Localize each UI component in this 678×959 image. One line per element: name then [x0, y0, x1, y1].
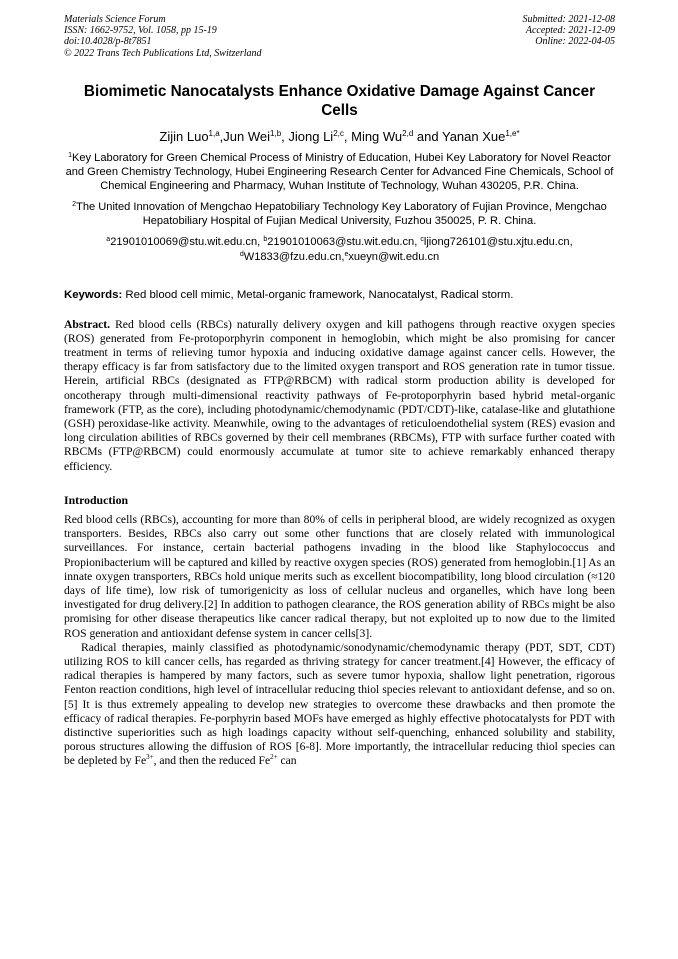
- email[interactable]: $^a$21901010069@stu.wit.edu.cn: [106, 236, 258, 249]
- author-list: Zijin Luo$^{1,a}$,Jun Wei$^{1,b}$, Jiong Li$^{2,c}$, Ming Wu$^{2,d}$ and Yanan Xue$^{1,e*}$: [159, 129, 520, 144]
- abstract: [64, 318, 615, 474]
- journal-issn: ISSN: 1662-9752, Vol. 1058, pp 15-19: [64, 25, 217, 37]
- author: Jiong Li$^{2,c}$: [288, 129, 344, 144]
- paper-page: [64, 14, 615, 769]
- abstract-label: Abstract.: [64, 317, 111, 331]
- paper-title: Biomimetic Nanocatalysts Enhance Oxidative Damage Against Cancer Cells: [83, 83, 596, 119]
- email[interactable]: $^c$ljiong726101@stu.xjtu.edu.cn: [420, 236, 570, 249]
- email[interactable]: $^d$W1833@fzu.edu.cn: [239, 250, 342, 263]
- date-submitted: Submitted: 2021-12-08: [522, 14, 615, 25]
- email[interactable]: $^b$21901010063@stu.wit.edu.cn: [263, 236, 415, 249]
- section-heading-introduction: Introduction: [64, 492, 129, 507]
- author-emails: $^a$21901010069@stu.wit.edu.cn, $^b$21901010063@stu.wit.edu.cn, $^c$ljiong726101@stu.xjtu.edu.cn, $^d$W1833@fzu.edu.cn,$^e$xueyn@wit.edu.cn: [106, 236, 573, 263]
- email[interactable]: $^e$xueyn@wit.edu.cn: [344, 250, 440, 263]
- date-online: Online: 2022-04-05: [535, 36, 615, 48]
- journal-copyright: © 2022 Trans Tech Publications Ltd, Switzerland: [64, 47, 262, 59]
- journal-info: [64, 14, 384, 59]
- introduction-paragraph-1: Red blood cells (RBCs), accounting for more than 80% of cells in peripheral blood, are widely recognized as oxygen transporters. Besides, RBCs also carry out some other functions that are closely related with immunological surveillances. For instance, certain bacterial pathogens invading in the blood like Staphylococcus and Propionibacterium will be captured and killed by reactive oxygen species (ROS) generated from hemoglobin.[1] As an innate oxygen transporters, RBCs hold unique merits such as excellent biocompatibility, long blood circulation (≈120 days of life time), low risk of tumorigenicity as loss of cellular nucleus and organelles, which have long been investigated for drug delivery.[2] In addition to pathogen clearance, the ROS generation ability of RBCs might be also promising for other disease therapeutics like cancer radical therapy, but not exploited up to now due to the limited ROS generation and antioxidant defense system in cancer cells[3].: [64, 512, 615, 640]
- publication-dates: [395, 14, 615, 48]
- keywords-text: Red blood cell mimic, Metal-organic framework, Nanocatalyst, Radical storm.: [122, 288, 514, 301]
- journal-name: Materials Science Forum: [64, 14, 166, 25]
- author: Yanan Xue$^{1,e*}$: [441, 129, 520, 144]
- affiliation-1: $^1$Key Laboratory for Green Chemical Process of Ministry of Education, Hubei Key Laboratory for Novel Reactor and Green Chemistry Technology, Hubei Engineering Research Center for Advanced Fine Chemicals, School of Chemical Engineering and Pharmacy, Wuhan Institute of Technology, Wuhan 430205, P.R. China.: [65, 152, 614, 193]
- keywords-label: Keywords:: [64, 288, 123, 301]
- author: Zijin Luo$^{1,a}$: [159, 129, 220, 144]
- author: Jun Wei$^{1,b}$: [223, 129, 282, 144]
- journal-header: [64, 14, 615, 68]
- affiliation-2: $^2$The United Innovation of Mengchao Hepatobiliary Technology Key Laboratory of Fujian Province, Mengchao Hepatobiliary Hospital of Fujian Medical University, Fuzhou 350025, P. R. China.: [72, 201, 607, 228]
- keywords: [64, 288, 615, 302]
- journal-doi: doi:10.4028/p-8t7851: [64, 36, 152, 48]
- introduction-paragraph-2: Radical therapies, mainly classified as photodynamic/sonodynamic/chemodynamic therapy (PDT, SDT, CDT) utilizing ROS to kill cancer cells, has regarded as thriving strategy for cancer treatment.[4] However, the efficacy of radical therapies is hampered by many factors, such as severe tumor hypoxia, shallow light penetration, rigorous Fenton reaction conditions, high level of intracellular reducing thiol species relevant to antioxidant defense, and so on.[5] It is thus extremely appealing to develop new strategies to overcome these drawbacks and then promote the efficacy of radical therapies. Fe-porphyrin based MOFs have emerged as highly effective photocatalysts for PDT with distinctive superiorities such as high loadings capacity without self-quenching, enhanced solubility and stability, porous structures allowing the diffusion of ROS [6-8]. More importantly, the intracellular reducing thiol species can be depleted by $Fe^{3+}$, and then the reduced $Fe^{2+}$ can: [64, 640, 615, 768]
- date-accepted: Accepted: 2021-12-09: [525, 25, 615, 37]
- author: Ming Wu$^{2,d}$: [351, 129, 414, 144]
- abstract-text: Red blood cells (RBCs) naturally delivery oxygen and kill pathogens through reactive oxygen species (ROS) generated from Fe-protoporphyrin component in hemoglobin, which might be also promising for cancer treatment in terms of relieving tumor hypoxia and inducing oxidative damage against cancer cells. However, the therapy efficacy is far from satisfactory due to the limited oxygen transport and ROS generation rate in tumor tissue. Herein, artificial RBCs (designated as FTP@RBCM) with radical storm production ability is developed for oncotherapy through multi-dimensional reactivity pathways of Fe-protoporphyrin based hybrid metal-organic framework (FTP, as the core), including photodynamic/chemodynamic (PDT/CDT)-like, catalase-like and glutathione (GSH) peroxidase-like activity. Meanwhile, owing to the advantages of reticuloendothelial system (RES) evasion and long circulation abilities of RBCs governed by their cell membranes (RBCMs), FTP with surface further coated with RBCMs (FTP@RBCM) could enormously accumulate at tumor site to achieve remarkably enhanced therapy efficiency.: [64, 317, 615, 473]
